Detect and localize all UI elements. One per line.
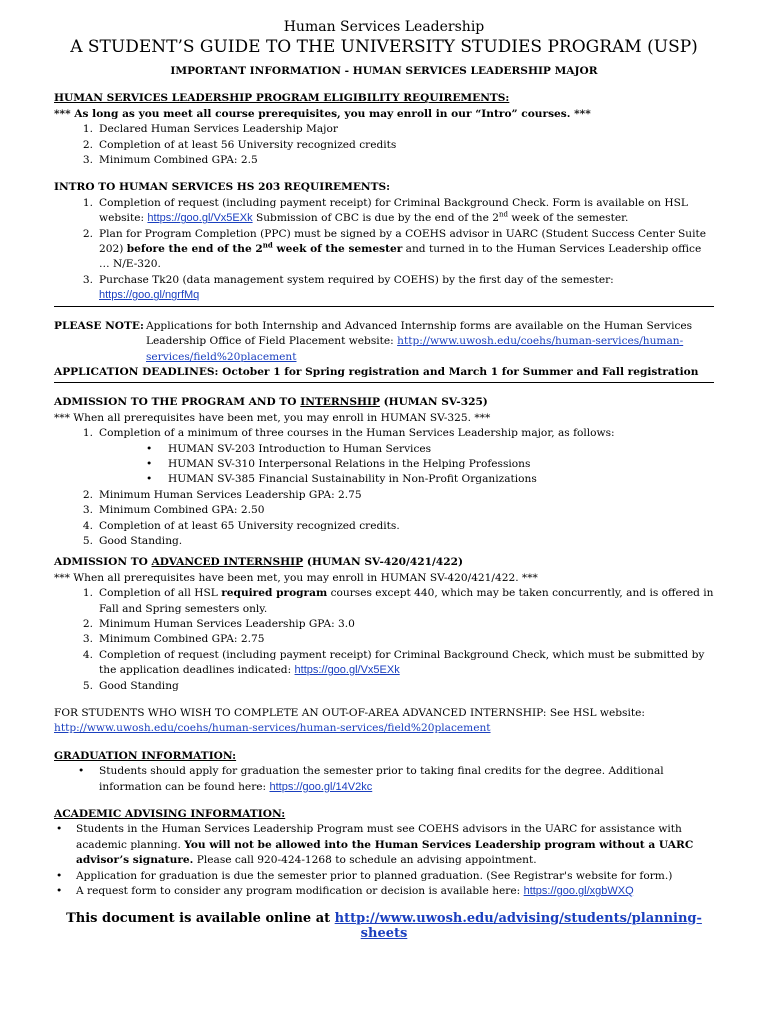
document-subtitle: IMPORTANT INFORMATION - HUMAN SERVICES LEADERSHIP MAJOR: [170, 65, 598, 77]
list-item: 3. Minimum Combined GPA: 2.50: [82, 504, 265, 517]
internship-list: [54, 426, 714, 441]
list-item: • Students should apply for graduation the semester prior to taking final credits for the degree. Additional information can be found here: https://goo.gl/14V2kc: [78, 765, 664, 793]
planning-sheets-link[interactable]: http://www.uwosh.edu/advising/students/planning-sheets: [334, 910, 702, 941]
list-item: • A request form to consider any program modification or decision is available here: https://goo.gl/xgbWXQ: [56, 885, 634, 898]
advanced-note: *** When all prerequisites have been met, you may enroll in HUMAN SV-420/421/422. ***: [54, 571, 538, 584]
out-of-area-text: FOR STUDENTS WHO WISH TO COMPLETE AN OUT-OF-AREA ADVANCED INTERNSHIP: See HSL website:: [54, 707, 645, 720]
list-item: 1. Completion of a minimum of three courses in the Human Services Leadership major, as follows:: [82, 427, 615, 440]
list-item: 2. Minimum Human Services Leadership GPA: 2.75: [82, 488, 362, 501]
list-item: 2. Completion of at least 56 University recognized credits: [82, 138, 397, 151]
list-item: • HUMAN SV-385 Financial Sustainability in Non-Profit Organizations: [146, 473, 537, 486]
list-item: • HUMAN SV-203 Introduction to Human Services: [146, 442, 432, 455]
graduation-heading: GRADUATION INFORMATION:: [54, 749, 237, 762]
intro-heading: INTRO TO HUMAN SERVICES HS 203 REQUIREMENTS:: [54, 181, 391, 194]
list-item: 2. Minimum Human Services Leadership GPA: 3.0: [82, 618, 355, 630]
eligibility-heading: HUMAN SERVICES LEADERSHIP PROGRAM ELIGIBILITY REQUIREMENTS:: [54, 92, 510, 105]
list-item: 2. Plan for Program Completion (PPC) must be signed by a COEHS advisor in UARC (Student Success Center Suite 202) before the end of the 2nd week of the semester and turned in to the Human Services Leadership office … N/E-320.: [82, 227, 707, 271]
advanced-list: [54, 586, 714, 694]
list-item: 1. Declared Human Services Leadership Major: [82, 123, 338, 136]
advanced-heading: ADMISSION TO ADVANCED INTERNSHIP (HUMAN SV-420/421/422): [54, 556, 463, 569]
list-item: 5. Good Standing.: [82, 534, 183, 547]
tk20-link[interactable]: https://goo.gl/ngrfMq: [99, 289, 200, 302]
please-note: PLEASE NOTE: Applications for both Internship and Advanced Internship forms are available on the Human Services Leadership Office of Field Placement website: http://www.uwosh.edu/coehs/human-services/human-services/field%20placement: [54, 319, 693, 363]
list-item: 4. Completion of at least 65 University recognized credits.: [82, 519, 400, 532]
list-item: 5. Good Standing: [82, 679, 179, 692]
list-item: 3. Purchase Tk20 (data management system required by COEHS) by the first day of the semester: https://goo.gl/ngrfMq: [82, 273, 614, 302]
internship-heading: ADMISSION TO THE PROGRAM AND TO INTERNSHIP (HUMAN SV-325): [54, 396, 488, 409]
program-name: Human Services Leadership: [283, 19, 485, 35]
list-item: 3. Minimum Combined GPA: 2.75: [82, 633, 265, 646]
out-of-area-link[interactable]: http://www.uwosh.edu/coehs/human-services/human-services/field%20placement: [54, 722, 491, 735]
field-placement-link[interactable]: http://www.uwosh.edu/coehs/human-services/human-services/field%20placement: [146, 335, 684, 363]
document-title: A STUDENT’S GUIDE TO THE UNIVERSITY STUDIES PROGRAM (USP): [70, 37, 698, 57]
advising-list: [54, 822, 714, 899]
advising-heading: ACADEMIC ADVISING INFORMATION:: [54, 808, 286, 821]
cbc-form-link-advanced[interactable]: https://goo.gl/Vx5EXk: [294, 664, 400, 677]
intro-list: [54, 196, 714, 304]
list-item: • HUMAN SV-310 Interpersonal Relations in the Helping Professions: [146, 457, 531, 470]
graduation-link[interactable]: https://goo.gl/14V2kc: [269, 780, 373, 793]
eligibility-note: *** As long as you meet all course prerequisites, you may enroll in our “Intro” courses. ***: [54, 107, 591, 120]
graduation-list: [54, 764, 714, 795]
course-list: [54, 442, 714, 488]
list-item: 4. Completion of request (including payment receipt) for Criminal Background Check, which must be submitted by the application deadlines indicated: https://goo.gl/Vx5EXk: [82, 648, 705, 677]
cbc-form-link[interactable]: https://goo.gl/Vx5EXk: [147, 212, 253, 225]
list-item: 3. Minimum Combined GPA: 2.5: [82, 154, 258, 167]
list-item: 1. Completion of request (including payment receipt) for Criminal Background Check. Form is available on HSL website: https://goo.gl/Vx5EXk Submission of CBC is due by the end of the 2nd week of the semester.: [82, 196, 688, 225]
internship-list-rest: [54, 488, 714, 550]
internship-note: *** When all prerequisites have been met, you may enroll in HUMAN SV-325. ***: [54, 411, 491, 424]
eligibility-list: [54, 122, 714, 168]
list-item: 1. Completion of all HSL required program courses except 440, which may be taken concurrently, and is offered in Fall and Spring semesters only.: [82, 587, 714, 615]
footer: This document is available online at http://www.uwosh.edu/advising/students/planning-sheets: [66, 910, 702, 941]
list-item: • Students in the Human Services Leadership Program must see COEHS advisors in the UARC for assistance with academic planning. You will not be allowed into the Human Services Leadership program without a UARC advisor’s signature. Please call 920-424-1268 to schedule an advising appointment.: [56, 823, 694, 867]
application-deadlines: APPLICATION DEADLINES: October 1 for Spring registration and March 1 for Summer and Fall registration: [54, 365, 699, 378]
program-modification-link[interactable]: https://goo.gl/xgbWXQ: [523, 885, 634, 898]
list-item: • Application for graduation is due the semester prior to planned graduation. (See Registrar's website for form.): [56, 869, 673, 882]
